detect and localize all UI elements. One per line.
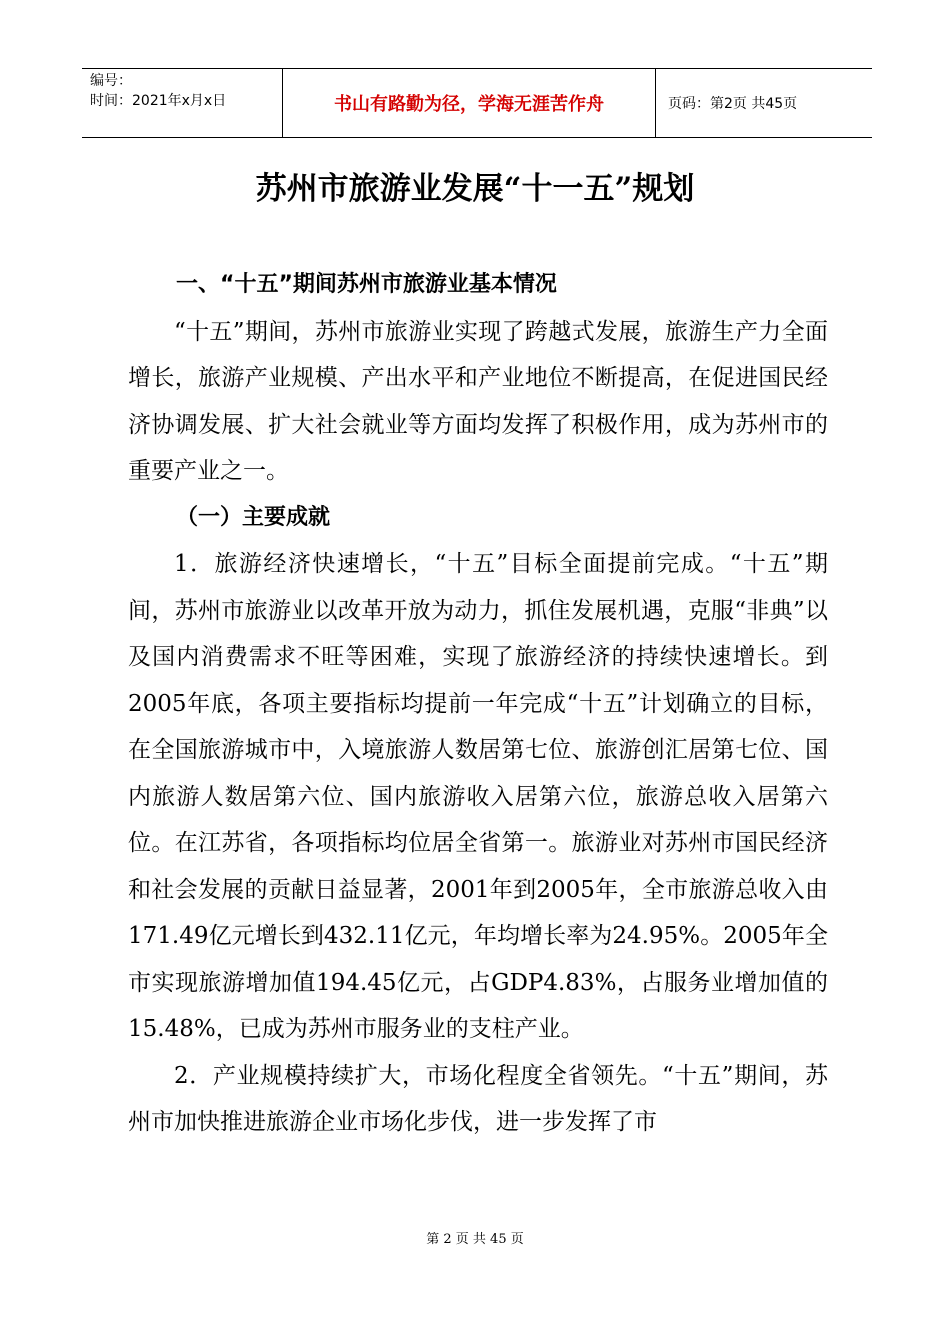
- page-header: [82, 68, 872, 138]
- document-body: [128, 262, 828, 1146]
- header-meta: [82, 69, 283, 137]
- subsection-heading: （一）主要成就: [176, 504, 331, 530]
- motto-text: 书山有路勤为径，学海无涯苦作舟: [334, 94, 604, 115]
- header-page-info: 页码：第2页 共45页: [668, 96, 798, 112]
- section-heading: 一、“十五”期间苏州市旅游业基本情况: [176, 272, 557, 297]
- paragraph: 2．产业规模持续扩大，市场化程度全省领先。“十五”期间，苏州市加快推进旅游企业市场化步伐，进一步发挥了市: [128, 1062, 828, 1135]
- paragraph: 1．旅游经济快速增长，“十五”目标全面提前完成。“十五”期间，苏州市旅游业以改革开放为动力，抓住发展机遇，克服“非典”以及国内消费需求不旺等困难，实现了旅游经济的持续快速增长。到2005年底，各项主要指标均提前一年完成“十五”计划确立的目标，在全国旅游城市中，入境旅游人数居第七位、旅游创汇居第七位、国内旅游人数居第六位、国内旅游收入居第六位，旅游总收入居第六位。在江苏省，各项指标均位居全省第一。旅游业对苏州市国民经济和社会发展的贡献日益显著，2001年到2005年，全市旅游总收入由171.49亿元增长到432.11亿元，年均增长率为24.95%。2005年全市实现旅游增加值194.45亿元，占GDP4.83%，占服务业增加值的15.48%，已成为苏州市服务业的支柱产业。: [128, 551, 828, 1042]
- page-footer: 第 2 页 共 45 页: [426, 1232, 524, 1247]
- time-label: 时间：2021年x月x日: [90, 93, 227, 109]
- number-label: 编号：: [90, 73, 132, 89]
- header-motto: [283, 69, 656, 137]
- paragraph: “十五”期间，苏州市旅游业实现了跨越式发展，旅游生产力全面增长，旅游产业规模、产出水平和产业地位不断提高，在促进国民经济协调发展、扩大社会就业等方面均发挥了积极作用，成为苏州市的重要产业之一。: [128, 318, 828, 484]
- document-title: 苏州市旅游业发展“十一五”规划: [255, 171, 695, 207]
